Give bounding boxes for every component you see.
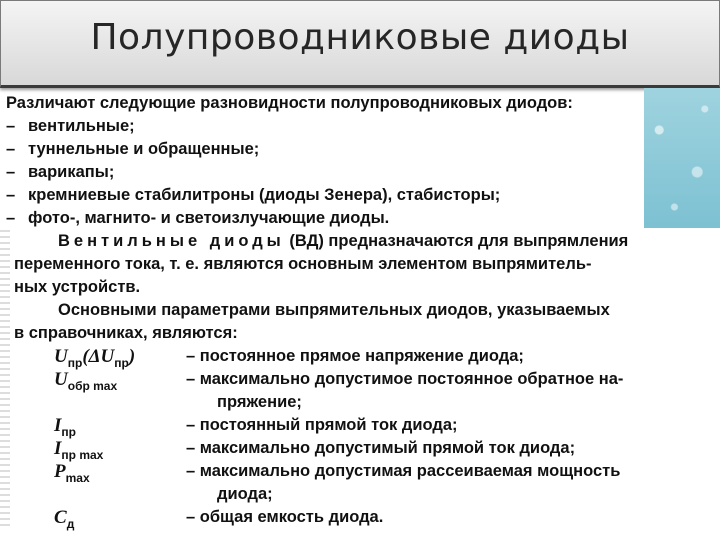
parameter-symbol: $I_{пр}$ [54, 415, 76, 439]
list-item: – туннельные и обращенные; [6, 140, 260, 158]
parameters-list [14, 345, 714, 529]
paragraph-line: ных устройств. [14, 278, 141, 296]
parameter-description: – максимально допустимый прямой ток диода; [186, 439, 576, 457]
paragraph-line: в справочниках, являются: [14, 324, 238, 342]
parameter-description: – общая емкость диода. [186, 508, 384, 526]
parameter-row [14, 345, 714, 368]
parameter-row [14, 506, 714, 529]
parameter-row [14, 414, 714, 437]
parameter-symbol: $P_{max}$ [54, 461, 90, 485]
paragraph-rectifier-diodes: Вентильные диоды (ВД) предназначаются для выпрямления [58, 232, 629, 250]
parameter-description-continuation: пряжение; [217, 393, 302, 411]
parameter-row-continuation [14, 391, 714, 414]
term-rectifier-diodes: Вентильные диоды [58, 232, 285, 250]
paragraph-line: переменного тока, т. е. являются основным элементом выпрямитель- [14, 255, 592, 273]
parameter-row [14, 460, 714, 483]
parameter-symbol: $C_д$ [54, 507, 75, 531]
scanned-text-page [0, 88, 720, 540]
text-body [14, 230, 714, 529]
list-item: – варикапы; [6, 163, 115, 181]
parameter-description: – постоянный прямой ток диода; [186, 416, 458, 434]
list-item: – вентильные; [6, 117, 135, 135]
parameter-description: – максимально допустимое постоянное обратное на- [186, 370, 624, 388]
list-item: – фото-, магнито- и светоизлучающие диоды. [6, 209, 390, 227]
parameter-symbol: $U_{обр max}$ [54, 369, 118, 393]
parameter-description-continuation: диода; [217, 485, 273, 503]
slide-title-bar [0, 0, 720, 88]
list-item: – кремниевые стабилитроны (диоды Зенера), стабисторы; [6, 186, 501, 204]
parameter-description: – максимально допустимая рассеиваемая мощность [186, 462, 621, 480]
parameter-description: – постоянное прямое напряжение диода; [186, 347, 524, 365]
parameter-symbol: $I_{пр max}$ [54, 438, 104, 462]
paragraph-parameters-intro: Основными параметрами выпрямительных диодов, указываемых [58, 301, 610, 319]
slide-title: Полупроводниковые диоды [90, 17, 630, 58]
parameter-row-continuation [14, 483, 714, 506]
parameter-row [14, 368, 714, 391]
diode-types-list [6, 92, 642, 230]
parameter-symbol: $U_{пр}(\Delta U_{пр})$ [54, 346, 136, 370]
list-heading: Различают следующие разновидности полупроводниковых диодов: [6, 94, 573, 112]
parameter-row [14, 437, 714, 460]
